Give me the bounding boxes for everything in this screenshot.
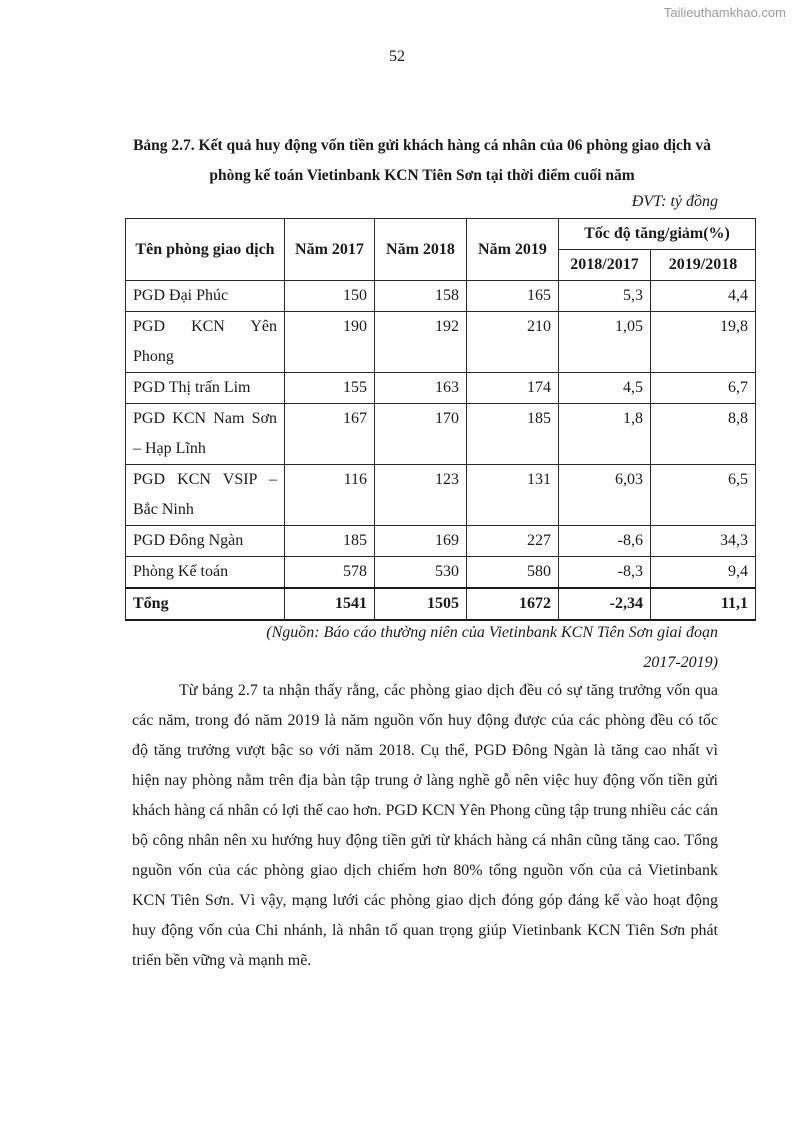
- table-row: [126, 404, 756, 465]
- table-row: [126, 281, 756, 312]
- row-name-cell: PGD Đại Phúc: [126, 281, 285, 312]
- row-value-cell: 1,8: [559, 404, 651, 465]
- row-value-cell: 116: [285, 465, 375, 526]
- row-value-cell: 6,5: [651, 465, 756, 526]
- row-name-cell: PGD KCN Nam Sơn – Hạp Lĩnh: [126, 404, 285, 465]
- row-value-cell: -2,34: [559, 588, 651, 620]
- table-row: [126, 526, 756, 557]
- header-2017: Năm 2017: [285, 219, 375, 281]
- table-row: [126, 557, 756, 589]
- row-value-cell: 174: [467, 373, 559, 404]
- body-paragraph: Từ bảng 2.7 ta nhận thấy rằng, các phòng giao dịch đều có sự tăng trưởng vốn qua các năm, trong đó năm 2019 là năm nguồn vốn huy động được của các phòng đều có tốc độ tăng trưởng vượt bậc so với năm 2018. Cụ thể, PGD Đông Ngàn là tăng cao nhất vì hiện nay phòng nằm trên địa bàn tập trung ở làng nghề gỗ nên việc huy động vốn tiền gửi khách hàng cá nhân có lợi thế cao hơn. PGD KCN Yên Phong cũng tập trung nhiều các cán bộ công nhân nên xu hướng huy động tiền gửi từ khách hàng cá nhân cũng tăng cao. Tổng nguồn vốn của các phòng giao dịch chiếm hơn 80% tổng nguồn vốn của cả Vietinbank KCN Tiên Sơn. Vì vậy, mạng lưới các phòng giao dịch đóng góp đáng kể vào hoạt động huy động vốn của Chi nhánh, là nhân tố quan trọng giúp Vietinbank KCN Tiên Sơn phát triển bền vững và mạnh mẽ.: [132, 682, 718, 969]
- header-growth-2019-2018: 2019/2018: [651, 250, 756, 281]
- row-value-cell: 123: [375, 465, 467, 526]
- row-value-cell: -8,3: [559, 557, 651, 589]
- row-value-cell: 19,8: [651, 312, 756, 373]
- source-note: (Nguồn: Báo cáo thường niên của Vietinbank KCN Tiên Sơn giai đoạn 2017-2019): [266, 624, 718, 671]
- row-value-cell: 5,3: [559, 281, 651, 312]
- row-value-cell: 6,7: [651, 373, 756, 404]
- row-value-cell: 1505: [375, 588, 467, 620]
- unit-label: ĐVT: tỷ đồng: [631, 193, 718, 210]
- row-name-cell: PGD KCN VSIP – Bắc Ninh: [126, 465, 285, 526]
- row-value-cell: 165: [467, 281, 559, 312]
- row-value-cell: 150: [285, 281, 375, 312]
- table-body: [126, 281, 756, 621]
- row-value-cell: 210: [467, 312, 559, 373]
- row-value-cell: 131: [467, 465, 559, 526]
- row-value-cell: 155: [285, 373, 375, 404]
- header-growth-2018-2017: 2018/2017: [559, 250, 651, 281]
- row-value-cell: 192: [375, 312, 467, 373]
- row-name-cell: Phòng Kế toán: [126, 557, 285, 589]
- row-name-cell: Tổng: [126, 588, 285, 620]
- row-value-cell: 1,05: [559, 312, 651, 373]
- row-value-cell: 1672: [467, 588, 559, 620]
- row-name-cell: PGD Thị trấn Lim: [126, 373, 285, 404]
- row-name-cell: PGD Đông Ngàn: [126, 526, 285, 557]
- watermark: Tailieuthamkhao.com: [663, 5, 786, 20]
- row-value-cell: 185: [285, 526, 375, 557]
- deposit-table: [125, 218, 756, 621]
- row-value-cell: 11,1: [651, 588, 756, 620]
- row-value-cell: 190: [285, 312, 375, 373]
- row-name-cell: PGD KCN Yên Phong: [126, 312, 285, 373]
- row-value-cell: 1541: [285, 588, 375, 620]
- row-value-cell: 158: [375, 281, 467, 312]
- table-row: [126, 465, 756, 526]
- row-value-cell: 530: [375, 557, 467, 589]
- header-2019: Năm 2019: [467, 219, 559, 281]
- header-name: Tên phòng giao dịch: [126, 219, 285, 281]
- row-value-cell: 169: [375, 526, 467, 557]
- row-value-cell: 6,03: [559, 465, 651, 526]
- row-value-cell: 580: [467, 557, 559, 589]
- table-row: [126, 373, 756, 404]
- row-value-cell: 8,8: [651, 404, 756, 465]
- total-row: [126, 588, 756, 620]
- row-value-cell: 4,4: [651, 281, 756, 312]
- row-value-cell: 578: [285, 557, 375, 589]
- table-row: [126, 312, 756, 373]
- header-2018: Năm 2018: [375, 219, 467, 281]
- row-value-cell: 167: [285, 404, 375, 465]
- row-value-cell: 185: [467, 404, 559, 465]
- row-value-cell: 34,3: [651, 526, 756, 557]
- row-value-cell: 9,4: [651, 557, 756, 589]
- row-value-cell: 163: [375, 373, 467, 404]
- row-value-cell: -8,6: [559, 526, 651, 557]
- row-value-cell: 4,5: [559, 373, 651, 404]
- header-growth: Tốc độ tăng/giảm(%): [559, 219, 756, 250]
- row-value-cell: 170: [375, 404, 467, 465]
- table-caption: Bảng 2.7. Kết quả huy động vốn tiền gửi khách hàng cá nhân của 06 phòng giao dịch và phòng kế toán Vietinbank KCN Tiên Sơn tại thời điểm cuối năm: [133, 137, 711, 184]
- page-number: 52: [389, 48, 405, 65]
- row-value-cell: 227: [467, 526, 559, 557]
